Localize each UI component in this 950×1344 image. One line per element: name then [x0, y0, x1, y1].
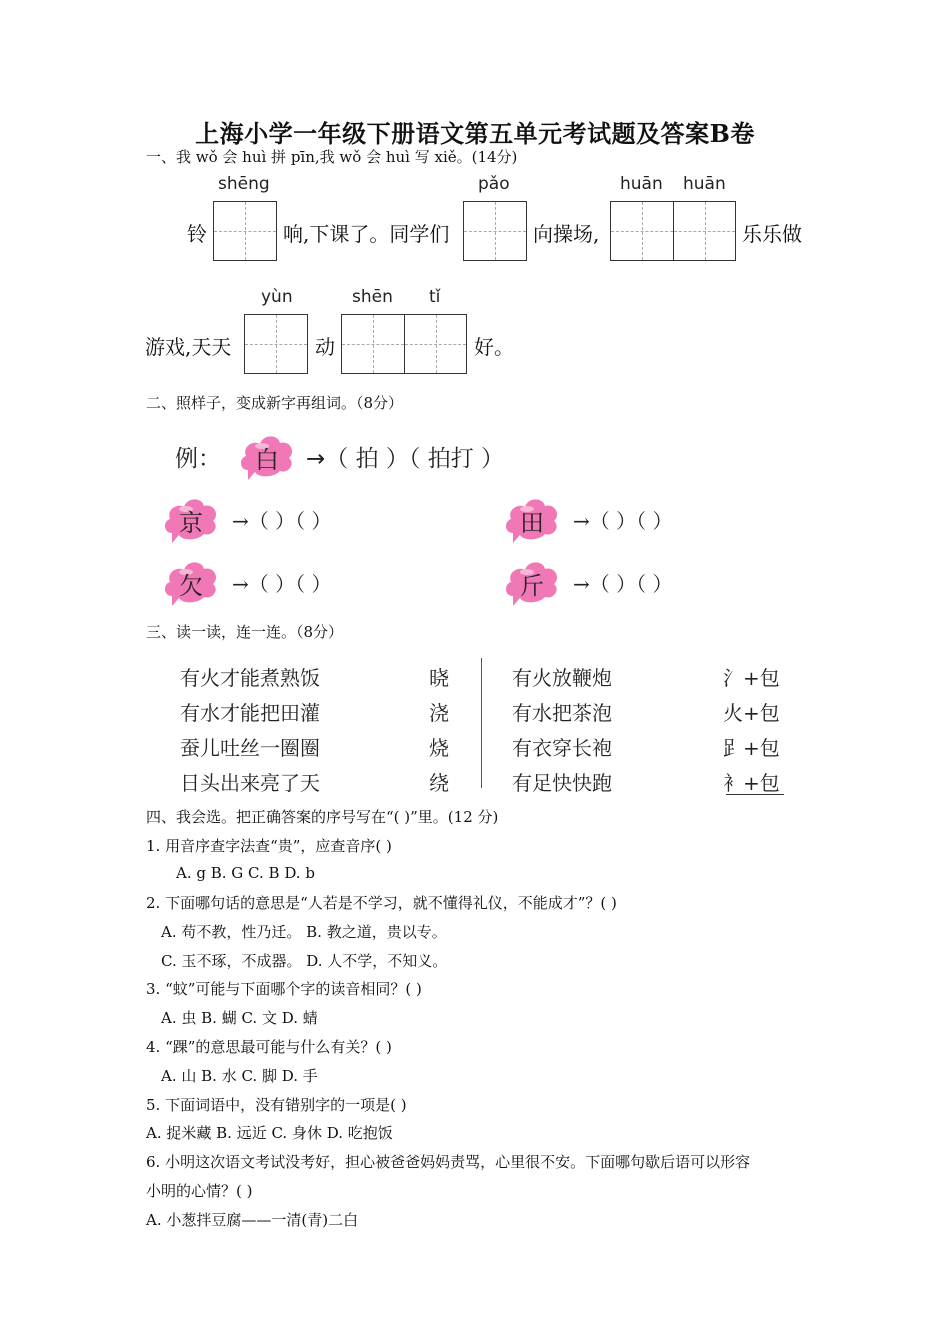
options-line[interactable]: C. 玉不琢，不成器。 D. 人不学，不知义。 — [161, 952, 448, 970]
right-phrase[interactable]: 有足快快跑 — [512, 771, 612, 795]
answer-blanks-jing[interactable]: →（ ）（ ） — [232, 509, 332, 533]
writing-box-yun[interactable] — [244, 314, 308, 374]
options-line[interactable]: A. 苟不教，性乃迁。 B. 教之道，贵以专。 — [161, 923, 447, 941]
char-jin: 斤 — [520, 572, 544, 600]
options-line[interactable]: A. 捉米藏 B. 远近 C. 身休 D. 吃抱饭 — [146, 1124, 393, 1142]
text-ling: 铃 — [187, 222, 207, 246]
question-line: 4. “踝”的意思最可能与什么有关？( ) — [146, 1038, 392, 1056]
char-cloud-jing — [162, 493, 220, 543]
example-cloud — [238, 430, 296, 480]
section-1-heading: 一、我 wǒ 会 huì 拼 pīn,我 wǒ 会 huì 写 xiě。(14分) — [146, 148, 518, 166]
left-phrase[interactable]: 日头出来亮了天 — [180, 771, 320, 795]
left-phrase[interactable]: 蚕儿吐丝一圈圈 — [180, 736, 320, 760]
left-phrase[interactable]: 有水才能把田灌 — [180, 701, 320, 725]
right-part[interactable]: 火+包 — [723, 701, 780, 725]
answer-blanks-jin[interactable]: →（ ）（ ） — [573, 572, 673, 596]
pinyin-sheng: shēng — [218, 174, 270, 194]
pinyin-shen: shēn — [352, 287, 393, 307]
left-char[interactable]: 烧 — [429, 736, 449, 760]
example-char: 白 — [255, 446, 279, 474]
char-qian: 欠 — [179, 572, 203, 600]
right-phrase[interactable]: 有火放鞭炮 — [512, 666, 612, 690]
example-answer: →（ 拍 ）（ 拍打 ） — [306, 446, 505, 472]
left-char[interactable]: 浇 — [429, 701, 449, 725]
right-part[interactable]: 氵+包 — [723, 666, 780, 690]
text-hao: 好。 — [474, 335, 514, 359]
char-cloud-qian — [162, 556, 220, 606]
writing-box-pao[interactable] — [463, 201, 527, 261]
right-phrase[interactable]: 有水把茶泡 — [512, 701, 612, 725]
section-3-heading: 三、读一读，连一连。（8分） — [146, 623, 344, 641]
section-2-heading: 二、照样子，变成新字再组词。（8分） — [146, 394, 404, 412]
char-cloud-jin — [503, 556, 561, 606]
answer-blanks-qian[interactable]: →（ ）（ ） — [232, 572, 332, 596]
question-line: 1. 用音序查字法查“贵”，应查音序( ) — [146, 837, 392, 855]
options-line[interactable]: A. g B. G C. B D. b — [176, 864, 315, 882]
text-xiang: 响,下课了。同学们 — [283, 222, 450, 246]
left-char[interactable]: 晓 — [429, 666, 449, 690]
writing-box-shenti[interactable] — [341, 314, 467, 374]
char-cloud-tian — [503, 493, 561, 543]
right-phrase[interactable]: 有衣穿长袍 — [512, 736, 612, 760]
text-caochang: 向操场, — [533, 222, 600, 246]
question-line: 小明的心情？( ) — [146, 1182, 253, 1200]
pinyin-pao: pǎo — [478, 174, 510, 194]
question-line: 6. 小明这次语文考试没考好，担心被爸爸妈妈责骂，心里很不安。下面哪句歇后语可以形容 — [146, 1153, 751, 1171]
question-line: 5. 下面词语中，没有错别字的一项是( ) — [146, 1096, 407, 1114]
char-jing: 京 — [179, 509, 203, 537]
pinyin-ti: tǐ — [429, 287, 441, 307]
pinyin-huan-1: huān — [620, 174, 663, 194]
section-4-heading: 四、我会选。把正确答案的序号写在“( )”里。(12 分) — [146, 808, 499, 826]
left-char[interactable]: 绕 — [429, 771, 449, 795]
column-divider — [481, 658, 482, 788]
pinyin-yun: yùn — [261, 287, 293, 307]
right-part[interactable]: 𧾷+包 — [723, 736, 780, 760]
writing-box-sheng[interactable] — [213, 201, 277, 261]
text-youxi: 游戏,天天 — [145, 335, 232, 359]
text-dong: 动 — [315, 335, 335, 359]
left-phrase[interactable]: 有火才能煮熟饭 — [180, 666, 320, 690]
options-line[interactable]: A. 虫 B. 蝴 C. 文 D. 蜻 — [161, 1009, 318, 1027]
right-part[interactable]: 衤+包 — [723, 771, 780, 795]
page-title: 上海小学一年级下册语文第五单元考试题及答案B卷 — [195, 119, 755, 148]
question-line: 2. 下面哪句话的意思是“人若是不学习，就不懂得礼仪，不能成才”？( ) — [146, 894, 617, 912]
writing-box-huanhuan[interactable] — [610, 201, 736, 261]
example-label: 例： — [175, 446, 221, 472]
text-lelezuo: 乐乐做 — [742, 222, 802, 246]
options-line[interactable]: A. 山 B. 水 C. 脚 D. 手 — [161, 1067, 318, 1085]
question-line: 3. “蚊”可能与下面哪个字的读音相同？( ) — [146, 980, 422, 998]
underline — [726, 794, 784, 795]
answer-blanks-tian[interactable]: →（ ）（ ） — [573, 509, 673, 533]
pinyin-huan-2: huān — [683, 174, 726, 194]
char-tian: 田 — [520, 509, 544, 537]
options-line[interactable]: A. 小葱拌豆腐——一清(青)二白 — [146, 1211, 359, 1229]
